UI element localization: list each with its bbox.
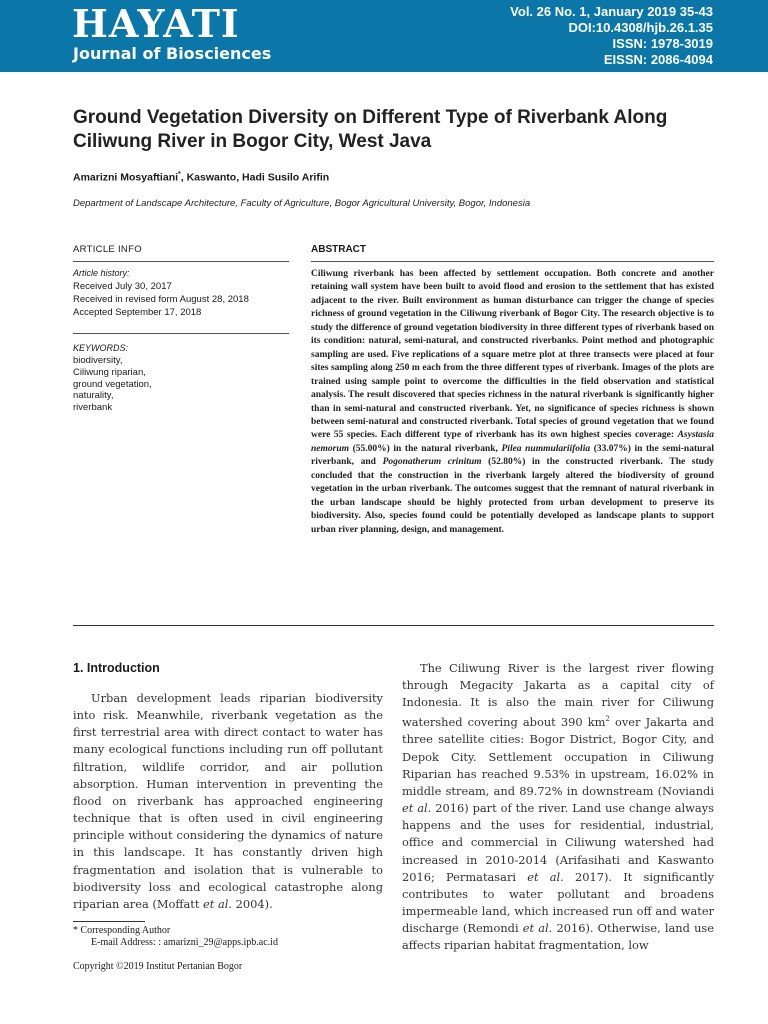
introduction-heading: 1. Introduction <box>73 661 160 675</box>
history-revised: Received in revised form August 28, 2018 <box>73 294 249 305</box>
abstract-part: (55.00%) in the natural riverbank, <box>349 443 502 454</box>
abstract-text <box>311 268 714 537</box>
intro-paragraph <box>73 690 383 913</box>
issue-info <box>510 4 713 68</box>
history-received: Received July 30, 2017 <box>73 281 172 292</box>
corresponding-author-note: * Corresponding Author <box>73 925 171 936</box>
intro-text: 2016) part of the river. Land use change always happens and the uses for residential, industrial, office and commercial in Ciliwung watershed had increased in 2010-2014 (Arifasihati and Kaswanto 2016; Permatasari <box>402 801 715 884</box>
author-rest: , Kaswanto, Hadi Susilo Arifin <box>180 171 330 184</box>
keyword: biodiversity, <box>73 355 123 366</box>
abstract-heading: ABSTRACT <box>311 244 366 255</box>
article-info-heading: ARTICLE INFO <box>73 244 142 255</box>
keyword: riverbank <box>73 402 113 414</box>
corresponding-mark: * <box>178 171 181 178</box>
author-first: Amarizni Mosyaftiani <box>73 171 179 184</box>
footnote-rule <box>73 921 145 922</box>
keyword: Ciliwung riparian, <box>73 366 146 378</box>
history-rule <box>73 333 289 334</box>
citation-etal: et al. <box>527 869 564 884</box>
citation-etal: et al. <box>203 896 233 911</box>
intro-text: The Ciliwung River is the largest river flowing through Megacity Jakarta as a capital city of Indonesia. It is also the main river for Ciliwung watershed covering about 390 km <box>402 661 714 730</box>
species-name: Pogonatherum crinitum <box>382 457 482 468</box>
citation-etal: et al. <box>402 801 432 816</box>
intro-right-column <box>402 660 714 954</box>
footnote <box>73 925 278 949</box>
abstract-part: (33.07%) in the semi-natural riverbank, and <box>311 443 714 468</box>
superscript: 2 <box>605 715 610 724</box>
abstract-part: (52.80%) in the constructed riverbank. The study concluded that the construction in the riverbank largely altered the biodiversity of ground vegetation in the urban riverbank. The outcomes suggest that the remnant of natural riverbank in the urban landscape should be highly protected from urban development to preserve its biodiversity. Also, species found could be potentially developed as landscape plants to support urban river planning, design, and management. <box>311 457 714 535</box>
corresponding-email: E-mail Address: : amarizni_29@apps.ipb.ac.id <box>91 937 278 948</box>
species-name: Asystasia nemorum <box>311 430 714 454</box>
history-label: Article history: <box>73 268 130 278</box>
issue-eissn: EISSN: 2086-4094 <box>603 52 713 67</box>
journal-name: HAYATI <box>72 1 240 46</box>
keyword: ground vegetation, <box>73 378 152 390</box>
keywords-list <box>73 355 152 414</box>
article-info-rule <box>73 261 289 262</box>
history-accepted: Accepted September 17, 2018 <box>73 307 202 318</box>
intro-text: 2017). It significantly contributes to water pollutant and broadens impermeable land, which increased run off and water discharge (Remondi <box>402 869 715 936</box>
citation-etal: et al. <box>522 921 553 936</box>
journal-subtitle: Journal of Biosciences <box>73 44 272 63</box>
intro-text: over Jakarta and three satellite cities: Bogor District, Bogor City, and Depok City. Settlement occupation in Ciliwung Riparian has reached 9.53% in upstream, 16.02% in middle stream, and 89.72% in downstream (Noviandi <box>402 715 715 798</box>
species-name: Pilea nummulariifolia <box>501 443 591 454</box>
intro-paragraph <box>402 660 714 954</box>
section-divider <box>73 625 714 626</box>
issue-volume: Vol. 26 No. 1, January 2019 35-43 <box>510 4 713 19</box>
keyword: naturality, <box>73 390 114 402</box>
issue-doi: DOI:10.4308/hjb.26.1.35 <box>568 20 713 35</box>
intro-text: 2016). Otherwise, land use affects riparian habitat fragmentation, low <box>402 921 714 953</box>
intro-text: 2004). <box>232 896 273 911</box>
intro-text: Urban development leads riparian biodiversity into risk. Meanwhile, riverbank vegetation as the first terrestrial area with direct contact to water has many ecological functions including run off pollutant filtration, wildlife corridor, and air pollution absorption. Human intervention in preventing the flood on riverbank has approached engineering technique that is often used in civil engineering principle without considering the dynamics of nature in this landscape. It has constantly driven high fragmentation and isolation that is vulnerable to biodiversity loss and ecological catastrophe along riparian area (Moffatt <box>73 691 383 911</box>
author-affiliation: Department of Landscape Architecture, Faculty of Agriculture, Bogor Agricultural University, Bogor, Indonesia <box>73 198 531 209</box>
abstract-part: Ciliwung riverbank has been affected by settlement occupation. Both concrete and another retaining wall system have been built to avoid flood and erosion to the settlement that has existed adjacent to the river. Built environment as human disturbance can trigger the change of species richness of ground vegetation in the Ciliwung riverbank of Bogor City. The research objective is to study the difference of ground vegetation biodiversity in three different types of riverbank based on its condition: natural, semi-natural, and constructed riverbanks. Point method and photographic sampling are used. Five replications of a square metre plot at three transects were placed at four sites sampling along 250 m each from the three different types of riverbank. Images of the plots are trained using sample point to overcome the difficulties in the field observation and statistical analysis. The result discovered that species richness in the natural riverbank is significantly higher than in semi-natural and constructed riverbank. Yet, no significance of species richness is shown between semi-natural and constructed riverbank. Total species of ground vegetation that we found were 55 species. Each different type of riverbank has its own highest species coverage: <box>311 269 714 441</box>
copyright-notice: Copyright ©2019 Institut Pertanian Bogor <box>73 961 243 972</box>
keywords-label: KEYWORDS: <box>73 343 129 353</box>
abstract-rule <box>311 261 714 262</box>
article-authors <box>73 169 329 184</box>
issue-issn: ISSN: 1978-3019 <box>612 36 713 51</box>
intro-left-column <box>73 690 383 913</box>
article-title: Ground Vegetation Diversity on Different Type of Riverbank Along Ciliwung River in Bogor City, West Java <box>73 107 668 152</box>
article-history <box>73 280 249 319</box>
